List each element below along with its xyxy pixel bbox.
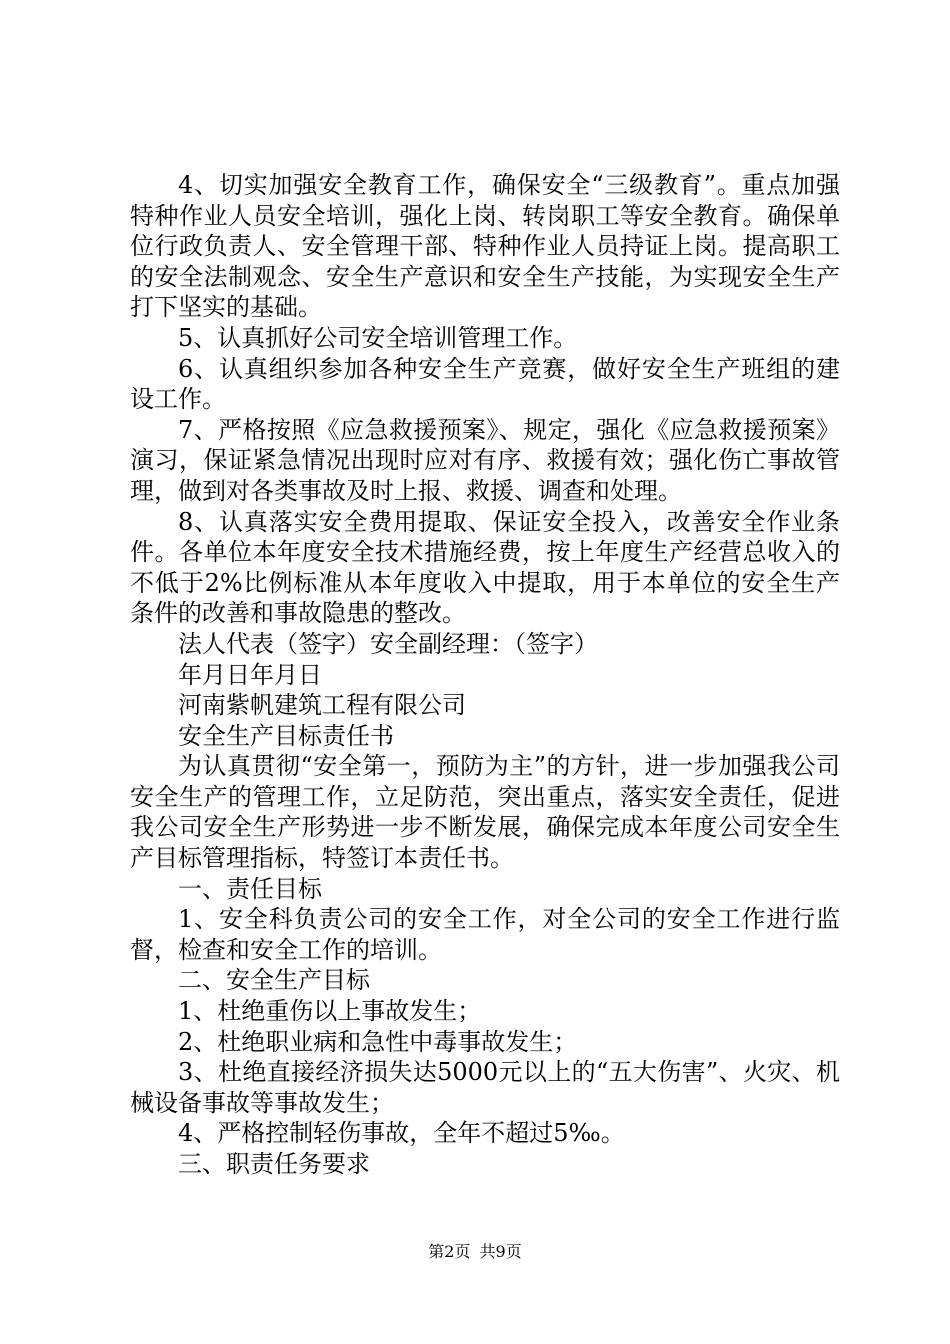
paragraph-item-5: 5、认真抓好公司安全培训管理工作。 — [178, 323, 578, 352]
target-item-1: 1、杜绝重伤以上事故发生； — [178, 997, 482, 1026]
section-heading-responsibility-goals: 一、责任目标 — [178, 874, 322, 903]
target-item-3: 3、杜绝直接经济损失达5000元以上的“五大伤害”、火灾、机械设备事故等事故发生； — [130, 1058, 840, 1117]
document-title: 安全生产目标责任书 — [178, 721, 394, 750]
intro-paragraph: 为认真贯彻“安全第一，预防为主”的方针，进一步加强我公司安全生产的管理工作，立足防范，突出重点，落实安全责任，促进我公司安全生产形势进一步不断发展，确保完成本年度公司安全生产目标管理指标，特签订本责任书。 — [130, 752, 840, 873]
date-line: 年月日年月日 — [178, 660, 322, 689]
page-footer — [0, 1242, 950, 1262]
target-item-4: 4、严格控制轻伤事故，全年不超过5‰。 — [178, 1119, 625, 1148]
page-total: 共9页 — [479, 1242, 522, 1261]
paragraph-item-1-safety-dept: 1、安全科负责公司的安全工作，对全公司的安全工作进行监督，检查和安全工作的培训。 — [130, 905, 840, 964]
paragraph-item-8: 8、认真落实安全费用提取、保证安全投入，改善安全作业条件。各单位本年度安全技术措施经费，按上年度生产经营总收入的不低于2%比例标准从本年度收入中提取，用于本单位的安全生产条件的改善和事故隐患的整改。 — [130, 507, 840, 628]
company-name: 河南紫帆建筑工程有限公司 — [178, 691, 466, 720]
document-body — [130, 170, 840, 1180]
paragraph-item-4: 4、切实加强安全教育工作，确保安全“三级教育”。重点加强特种作业人员安全培训，强化上岗、转岗职工等安全教育。确保单位行政负责人、安全管理干部、特种作业人员持证上岗。提高职工的安全法制观念、安全生产意识和安全生产技能，为实现安全生产打下坚实的基础。 — [130, 171, 840, 322]
section-heading-safety-targets: 二、安全生产目标 — [178, 966, 370, 995]
target-item-2: 2、杜绝职业病和急性中毒事故发生； — [178, 1027, 578, 1056]
page-number: 第2页 — [428, 1242, 471, 1261]
section-heading-duties: 三、职责任务要求 — [178, 1150, 370, 1178]
signature-line: 法人代表（签字）安全副经理：（签字） — [178, 629, 598, 658]
paragraph-item-6: 6、认真组织参加各种安全生产竞赛，做好安全生产班组的建设工作。 — [130, 354, 840, 414]
paragraph-item-7: 7、严格按照《应急救援预案》、规定，强化《应急救援预案》演习，保证紧急情况出现时应对有序、救援有效；强化伤亡事故管理，做到对各类事故及时上报、救援、调查和处理。 — [130, 415, 840, 505]
